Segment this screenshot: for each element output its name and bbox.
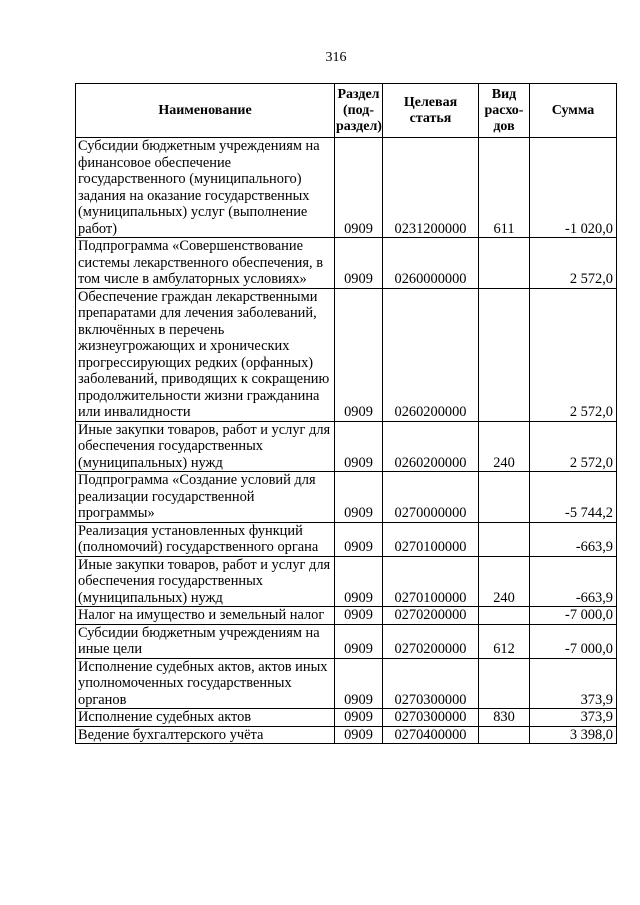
table-row bbox=[76, 421, 617, 472]
header-target: Целевая статья bbox=[383, 84, 479, 138]
row-type-cell: 240 bbox=[479, 421, 530, 472]
row-section-cell: 0909 bbox=[335, 288, 383, 421]
row-target-cell: 0260200000 bbox=[383, 421, 479, 472]
table-row bbox=[76, 472, 617, 523]
row-sum-cell: 2 572,0 bbox=[530, 238, 617, 289]
row-name-cell: Подпрограмма «Создание условий для реализации государственной программы» bbox=[76, 472, 335, 523]
row-section-cell: 0909 bbox=[335, 709, 383, 727]
row-sum-cell: -7 000,0 bbox=[530, 607, 617, 625]
row-name-cell: Субсидии бюджетным учреждениям на иные цели bbox=[76, 624, 335, 658]
table-row bbox=[76, 726, 617, 744]
row-target-cell: 0270300000 bbox=[383, 658, 479, 709]
row-target-cell: 0231200000 bbox=[383, 138, 479, 238]
row-sum-cell: 3 398,0 bbox=[530, 726, 617, 744]
table-row bbox=[76, 138, 617, 238]
row-sum-cell: -7 000,0 bbox=[530, 624, 617, 658]
row-section-cell: 0909 bbox=[335, 556, 383, 607]
row-type-cell: 611 bbox=[479, 138, 530, 238]
row-target-cell: 0260200000 bbox=[383, 288, 479, 421]
row-sum-cell: -663,9 bbox=[530, 522, 617, 556]
row-type-cell bbox=[479, 472, 530, 523]
row-type-cell bbox=[479, 726, 530, 744]
row-sum-cell: 2 572,0 bbox=[530, 421, 617, 472]
row-target-cell: 0270100000 bbox=[383, 522, 479, 556]
row-section-cell: 0909 bbox=[335, 726, 383, 744]
table-row bbox=[76, 607, 617, 625]
row-target-cell: 0270200000 bbox=[383, 624, 479, 658]
row-target-cell: 0270400000 bbox=[383, 726, 479, 744]
row-target-cell: 0270100000 bbox=[383, 556, 479, 607]
table-row bbox=[76, 709, 617, 727]
row-type-cell bbox=[479, 607, 530, 625]
row-sum-cell: 373,9 bbox=[530, 709, 617, 727]
header-type: Вид расхо-дов bbox=[479, 84, 530, 138]
row-sum-cell: -663,9 bbox=[530, 556, 617, 607]
row-section-cell: 0909 bbox=[335, 607, 383, 625]
row-target-cell: 0270300000 bbox=[383, 709, 479, 727]
row-name-cell: Ведение бухгалтерского учёта bbox=[76, 726, 335, 744]
row-section-cell: 0909 bbox=[335, 658, 383, 709]
row-type-cell: 830 bbox=[479, 709, 530, 727]
row-section-cell: 0909 bbox=[335, 522, 383, 556]
table-row bbox=[76, 522, 617, 556]
row-target-cell: 0260000000 bbox=[383, 238, 479, 289]
row-section-cell: 0909 bbox=[335, 624, 383, 658]
budget-table bbox=[75, 83, 617, 744]
row-section-cell: 0909 bbox=[335, 421, 383, 472]
row-type-cell: 612 bbox=[479, 624, 530, 658]
header-sum: Сумма bbox=[530, 84, 617, 138]
row-name-cell: Исполнение судебных актов bbox=[76, 709, 335, 727]
row-name-cell: Исполнение судебных актов, актов иных уполномоченных государственных органов bbox=[76, 658, 335, 709]
row-sum-cell: 373,9 bbox=[530, 658, 617, 709]
row-name-cell: Реализация установленных функций (полномочий) государственного органа bbox=[76, 522, 335, 556]
row-sum-cell: -1 020,0 bbox=[530, 138, 617, 238]
page-number: 316 bbox=[325, 50, 347, 65]
row-type-cell bbox=[479, 658, 530, 709]
row-sum-cell: 2 572,0 bbox=[530, 288, 617, 421]
table-header-row bbox=[76, 84, 617, 138]
table-row bbox=[76, 238, 617, 289]
row-section-cell: 0909 bbox=[335, 138, 383, 238]
row-type-cell bbox=[479, 238, 530, 289]
table-row bbox=[76, 624, 617, 658]
row-target-cell: 0270200000 bbox=[383, 607, 479, 625]
table-row bbox=[76, 556, 617, 607]
row-name-cell: Подпрограмма «Совершенствование системы лекарственного обеспечения, в том числе в амбулаторных условиях» bbox=[76, 238, 335, 289]
row-name-cell: Обеспечение граждан лекарственными препаратами для лечения заболеваний, включённых в перечень жизнеугрожающих и хронических прогрессирующих редких (орфанных) заболеваний, приводящих к сокращению продолжительности жизни гражданина или инвалидности bbox=[76, 288, 335, 421]
header-section: Раздел (под-раздел) bbox=[335, 84, 383, 138]
row-sum-cell: -5 744,2 bbox=[530, 472, 617, 523]
row-type-cell bbox=[479, 288, 530, 421]
table-row bbox=[76, 288, 617, 421]
header-name: Наименование bbox=[76, 84, 335, 138]
row-type-cell bbox=[479, 522, 530, 556]
row-type-cell: 240 bbox=[479, 556, 530, 607]
table-row bbox=[76, 658, 617, 709]
row-target-cell: 0270000000 bbox=[383, 472, 479, 523]
row-name-cell: Иные закупки товаров, работ и услуг для обеспечения государственных (муниципальных) нужд bbox=[76, 556, 335, 607]
row-name-cell: Иные закупки товаров, работ и услуг для обеспечения государственных (муниципальных) нужд bbox=[76, 421, 335, 472]
row-name-cell: Субсидии бюджетным учреждениям на финансовое обеспечение государственного (муниципального) задания на оказание государственных (муниципальных) услуг (выполнение работ) bbox=[76, 138, 335, 238]
row-section-cell: 0909 bbox=[335, 472, 383, 523]
row-section-cell: 0909 bbox=[335, 238, 383, 289]
row-name-cell: Налог на имущество и земельный налог bbox=[76, 607, 335, 625]
